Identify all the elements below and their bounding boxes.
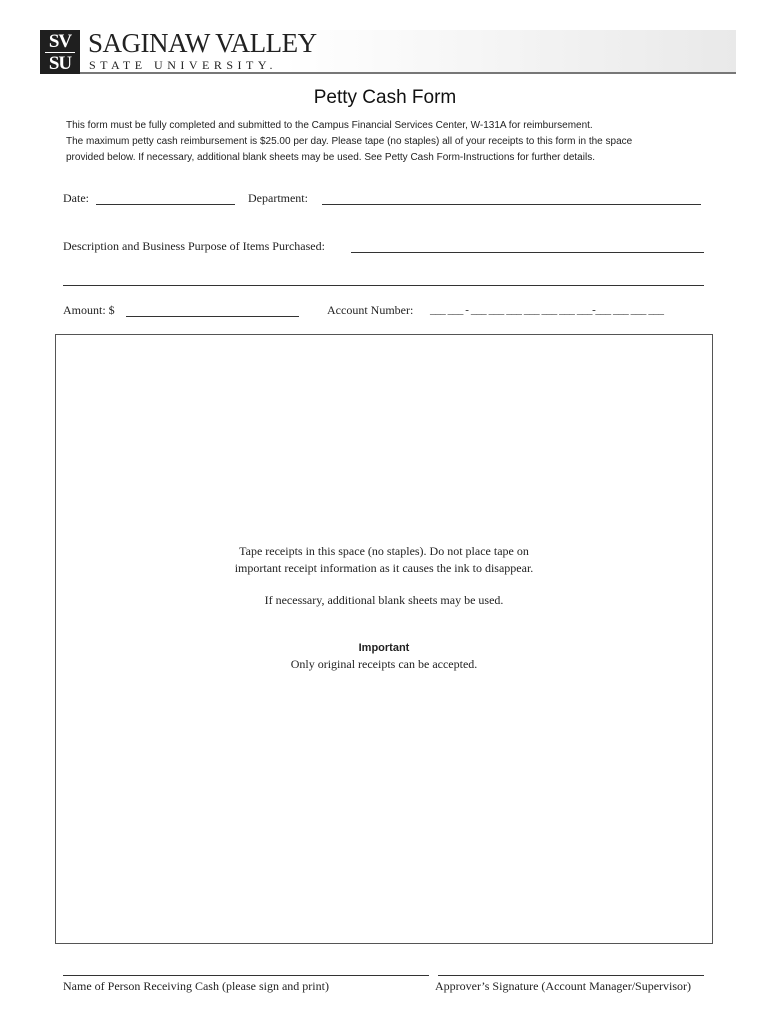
instruction-line-1: This form must be fully completed and submitted to the Campus Financial Services Center, W-131A for reimbursement.	[66, 120, 593, 131]
university-name: SAGINAW VALLEY	[88, 28, 317, 58]
page-title: Petty Cash Form	[313, 87, 457, 108]
description-field[interactable]	[351, 252, 704, 253]
logo-mark-top: SV	[48, 30, 72, 52]
description-label: Description and Business Purpose of Items Purchased:	[63, 239, 325, 253]
account-number-field[interactable]: ___ ___ - ___ ___ ___ ___ ___ ___ ___-___ ___ ___ ___	[430, 304, 664, 316]
important-heading: Important	[358, 642, 410, 654]
department-field[interactable]	[322, 204, 701, 205]
receiver-signature-label: Name of Person Receiving Cash (please sign and print)	[63, 979, 329, 993]
department-label: Department:	[248, 191, 308, 205]
receipt-instruction-2: important receipt information as it causes the ink to disappear.	[234, 561, 534, 575]
important-note: Only original receipts can be accepted.	[290, 657, 478, 671]
description-field-continued[interactable]	[63, 285, 704, 286]
university-logo-mark	[40, 30, 80, 74]
date-field[interactable]	[96, 204, 235, 205]
amount-label: Amount: $	[63, 303, 115, 317]
logo-mark-bottom: SU	[48, 52, 72, 74]
receipt-attachment-area	[55, 334, 713, 944]
header-rule	[40, 72, 736, 74]
instruction-line-2: The maximum petty cash reimbursement is $25.00 per day. Please tape (no staples) all of your receipts to this form in the space	[66, 136, 633, 147]
approver-signature-line[interactable]	[438, 975, 704, 976]
receiver-signature-line[interactable]	[63, 975, 429, 976]
date-label: Date:	[63, 191, 89, 205]
receipt-instruction-3: If necessary, additional blank sheets may be used.	[264, 593, 504, 607]
approver-signature-label: Approver’s Signature (Account Manager/Supervisor)	[435, 979, 692, 993]
account-number-label: Account Number:	[327, 303, 414, 317]
university-subtitle: STATE UNIVERSITY.	[89, 58, 277, 72]
instruction-line-3: provided below. If necessary, additional blank sheets may be used. See Petty Cash Form-Instructions for further details.	[66, 152, 595, 163]
amount-field[interactable]	[126, 316, 299, 317]
receipt-instruction-1: Tape receipts in this space (no staples). Do not place tape on	[239, 544, 529, 558]
